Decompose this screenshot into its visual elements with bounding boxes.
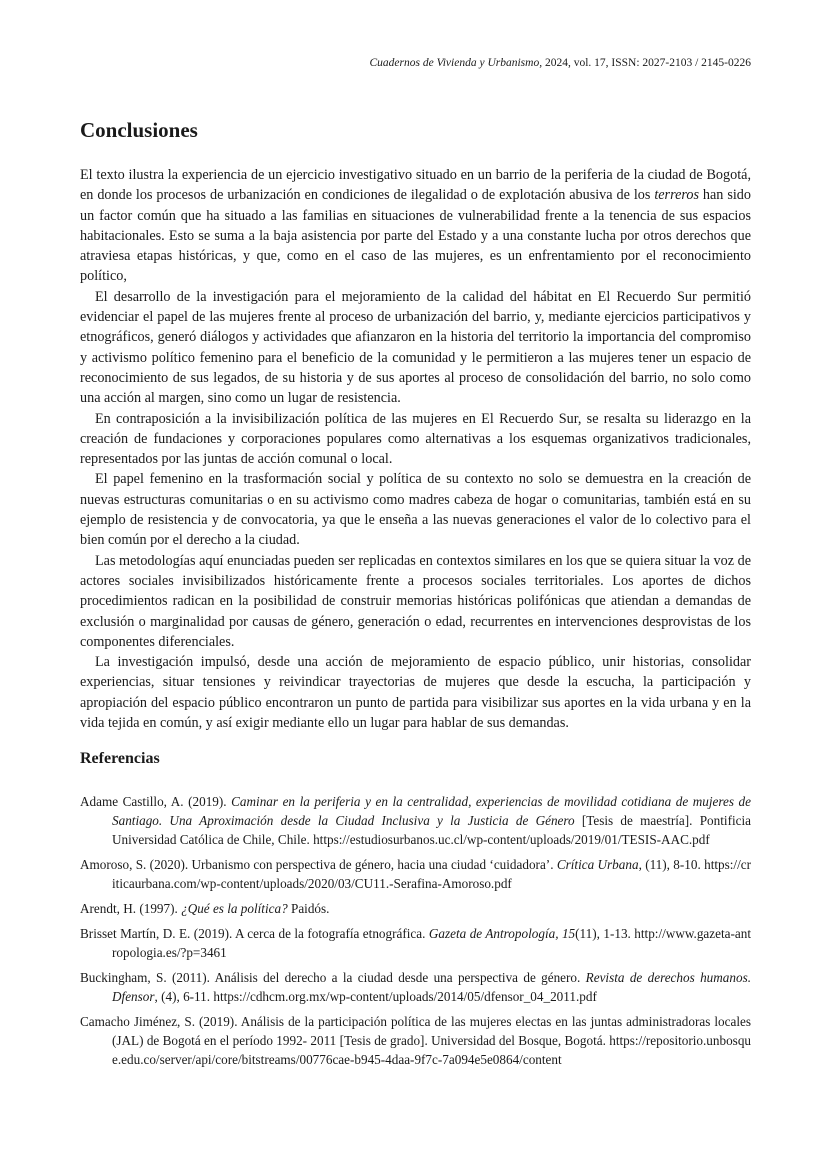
journal-name: Cuadernos de Vivienda y Urbanismo,	[369, 57, 543, 69]
emphasis-terreros: terreros	[654, 187, 699, 204]
reference-link[interactable]: https://cdhcm.org.mx/wp-content/uploads/2014/05/dfensor_04_2011.pdf	[213, 989, 597, 1004]
conclusions-heading: Conclusiones	[80, 118, 198, 142]
reference-item: Amoroso, S. (2020). Urbanismo con perspectiva de género, hacia una ciudad ‘cuidadora’. Crítica Urbana, (11), 8-10. https://criticaurbana.com/wp-content/uploads/2020/03/CU11.-Serafina-Amoroso.pdf	[80, 857, 751, 891]
running-header	[369, 57, 751, 69]
reference-item: Buckingham, S. (2011). Análisis del derecho a la ciudad desde una perspectiva de género. Revista de derechos humanos. Dfensor, (4), 6-11. https://cdhcm.org.mx/wp-content/uploads/2014/05/dfensor_04_2011.pdf	[80, 970, 751, 1004]
reference-item: Camacho Jiménez, S. (2019). Análisis de la participación política de las mujeres electas en las juntas administradoras locales (JAL) de Bogotá en el período 1992- 2011 [Tesis de grado]. Universidad del Bosque, Bogotá. https://repositorio.unbosque.edu.co/server/api/core/bitstreams/00776cae-b945-4daa-9f7c-7a094e5e0864/content	[80, 1014, 751, 1067]
reference-item: Brisset Martín, D. E. (2019). A cerca de la fotografía etnográfica. Gazeta de Antropología, 15(11), 1-13. http://www.gazeta-antropologia.es/?p=3461	[80, 926, 751, 960]
reference-item: Arendt, H. (1997). ¿Qué es la política? Paidós.	[80, 901, 330, 916]
references-heading: Referencias	[80, 750, 160, 767]
reference-item: Adame Castillo, A. (2019). Caminar en la periferia y en la centralidad, experiencias de movilidad cotidiana de mujeres de Santiago. Una Aproximación desde la Ciudad Inclusiva y la Justicia de Género [Tesis de maestría]. Pontificia Universidad Católica de Chile, Chile. https://estudiosurbanos.uc.cl/wp-content/uploads/2019/01/TESIS-AAC.pdf	[80, 794, 751, 847]
reference-link[interactable]: https://repositorio.unbosque.edu.co/server/api/core/bitstreams/00776cae-b945-4daa-9f7c-7a094e5e0864/content	[112, 1033, 751, 1067]
journal-details: 2024, vol. 17, ISSN: 2027-2103 / 2145-0226	[542, 57, 751, 69]
conclusions-paragraph-5: Las metodologías aquí enunciadas pueden ser replicadas en contextos similares en los que se quiera situar la voz de actores sociales invisibilizados históricamente frente a procesos sociales territoriales. Los aportes de dichos procedimientos radican en la posibilidad de construir memorias históricas polifónicas que atiendan a demandas de exclusión o marginalidad por causas de género, generación o edad, recurrentes en intervenciones desprovistas de los componentes diferenciales.	[80, 552, 751, 650]
conclusions-paragraph-1: El texto ilustra la experiencia de un ejercicio investigativo situado en un barrio de la periferia de la ciudad de Bogotá, en donde los procesos de urbanización en condiciones de ilegalidad o de explotación abusiva de los terreros han sido un factor común que ha situado a las familias en situaciones de vulnerabilidad frente a la tenencia de sus espacios habitacionales. Esto se suma a la baja asistencia por parte del Estado y a una constante lucha por otros derechos que atraviesa etapas históricas, y que, como en el caso de las mujeres, es un enfrentamiento por el reconocimiento político,	[80, 167, 751, 285]
conclusions-body	[80, 165, 751, 733]
reference-link[interactable]: http://www.gazeta-antropologia.es/?p=3461	[112, 926, 751, 960]
conclusions-paragraph-3: En contraposición a la invisibilización política de las mujeres en El Recuerdo Sur, se resalta su liderazgo en la creación de fundaciones y corporaciones populares como alternativas a los esquemas organizativos tradicionales, representados por las juntas de acción comunal o local.	[80, 410, 751, 468]
references-list	[80, 792, 751, 1075]
conclusions-paragraph-4: El papel femenino en la trasformación social y política de su contexto no solo se demuestra en la creación de nuevas estructuras comunitarias o en su activismo como madres cabeza de hogar o comunitarias, también está en su ejemplo de resistencia y de convocatoria, ya que le enseña a las nuevas generaciones el valor de lo colectivo para el bien común por el derecho a la ciudad.	[80, 471, 751, 549]
reference-link[interactable]: https://estudiosurbanos.uc.cl/wp-content/uploads/2019/01/TESIS-AAC.pdf	[313, 832, 710, 847]
reference-link[interactable]: https://criticaurbana.com/wp-content/uploads/2020/03/CU11.-Serafina-Amoroso.pdf	[112, 857, 751, 891]
conclusions-paragraph-6: La investigación impulsó, desde una acción de mejoramiento de espacio público, unir historias, consolidar experiencias, situar tensiones y reivindicar trayectorias de mujeres que desde la escucha, la participación y apropiación del espacio público encontraron un punto de partida para visibilizar sus aportes en la vida urbana y en la vida tejida en común, y así exigir mediante ello un lugar para hablar de sus demandas.	[80, 654, 751, 732]
conclusions-paragraph-2: El desarrollo de la investigación para el mejoramiento de la calidad del hábitat en El Recuerdo Sur permitió evidenciar el papel de las mujeres frente al proceso de urbanización del barrio, y, mediante ejercicios participativos y etnográficos, generó diálogos y actividades que afianzaron en la historia del territorio la importancia del compromiso y activismo político femenino para el beneficio de la comunidad y le permitieron a las mujeres tener un espacio de reconocimiento de sus legados, de su historia y de sus aportes al proceso de consolidación del barrio, no solo como una acción al margen, sino como un lugar de resistencia.	[80, 288, 751, 407]
